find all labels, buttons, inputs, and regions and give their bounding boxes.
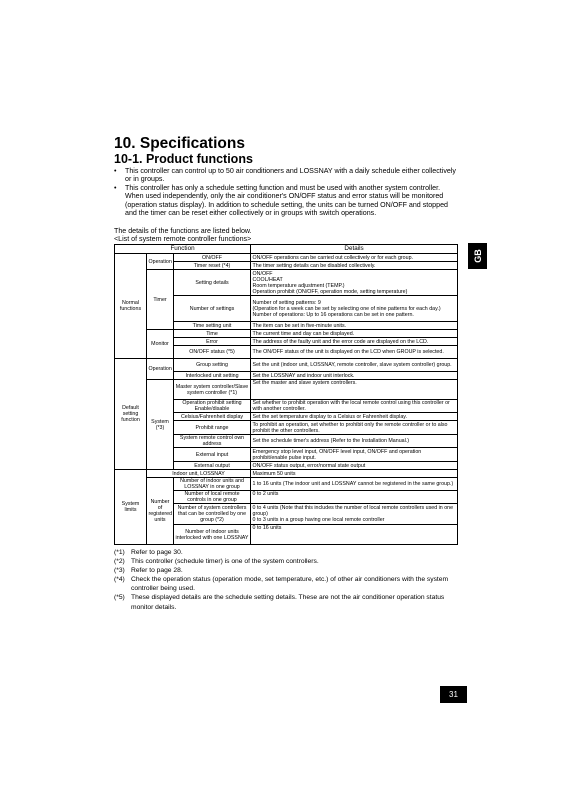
- function-cell: Number of system controllers that can be controlled by one group (*2): [174, 504, 251, 525]
- header-details: Details: [251, 245, 458, 254]
- footnote-mark: (*4): [114, 576, 125, 584]
- sub-registered-units: Number of registered units: [147, 478, 174, 545]
- subsection-heading: 10-1. Product functions: [114, 152, 253, 166]
- function-cell: Time: [174, 330, 251, 338]
- page-number: 31: [440, 686, 467, 703]
- details-cell: Set the master and slave system controllers.: [251, 380, 458, 400]
- details-cell: 0 to 2 units: [251, 491, 458, 504]
- function-cell: Error: [174, 338, 251, 346]
- language-tab-label: GB: [472, 249, 483, 263]
- details-line: 0 to 3 units in a group having one local remote controller: [252, 517, 385, 523]
- header-function: Function: [115, 245, 251, 254]
- details-cell: Set whether to prohibit operation with the local remote control using this controller or with another controller.: [251, 400, 458, 413]
- function-cell: Prohibit range: [174, 421, 251, 435]
- function-cell: ON/OFF: [174, 254, 251, 262]
- details-cell: [251, 270, 458, 296]
- sub-system: System (*3): [147, 380, 174, 470]
- footnote-text: This controller (schedule timer) is one of the system controllers.: [131, 558, 319, 566]
- function-cell: Group setting: [174, 359, 251, 372]
- table-row: [115, 380, 458, 400]
- details-line: Number of setting patterns: 9: [252, 299, 321, 306]
- details-line: (Operation for a week can be set by selecting one of nine patterns for each day.): [252, 305, 441, 312]
- details-cell: The item can be set in five-minute units.: [251, 322, 458, 330]
- functions-table: [114, 244, 458, 545]
- function-cell: Interlocked unit setting: [174, 372, 251, 380]
- details-line: Number of operations: Up to 16 operations can be set in one pattern.: [252, 311, 414, 318]
- language-tab: [468, 243, 487, 269]
- function-cell: External input: [174, 448, 251, 462]
- details-cell: Emergency stop level input, ON/OFF level input, ON/OFF and operation prohibit/enable pulse input.: [251, 448, 458, 462]
- details-cell: 0 to 16 units: [251, 525, 458, 545]
- details-cell: [251, 296, 458, 322]
- function-cell: Master system controller/Slave system controller (*1): [174, 380, 251, 400]
- table-row: [115, 254, 458, 262]
- details-intro: The details of the functions are listed below.: [114, 227, 252, 235]
- footnote: [114, 566, 459, 575]
- function-cell: System remote control own address: [174, 435, 251, 448]
- footnote-text: Check the operation status (operation mode, set temperature, etc.) of other air conditioners with the system controller being used.: [131, 576, 449, 593]
- sub-operation: Operation: [147, 359, 174, 380]
- intro-bullets: [114, 167, 459, 217]
- details-cell: To prohibit an operation, set whether to prohibit only the remote controller or to also prohibit the other controllers.: [251, 421, 458, 435]
- function-cell: Indoor unit, LOSSNAY: [147, 470, 251, 478]
- section-heading: 10. Specifications: [114, 135, 245, 152]
- function-cell: Number of indoor units and LOSSNAY in one group: [174, 478, 251, 491]
- footnote-mark: (*2): [114, 558, 125, 566]
- details-cell: [251, 504, 458, 525]
- details-line: Operation prohibit (ON/OFF, operation mode, setting temperature): [252, 288, 408, 295]
- function-cell: Number of local remote controls in one group: [174, 491, 251, 504]
- group-system-limits: System limits: [115, 470, 147, 545]
- details-cell: ON/OFF operations can be carried out collectively or for each group.: [251, 254, 458, 262]
- table-row: [115, 359, 458, 372]
- table-row: [115, 478, 458, 491]
- bullet-text: This controller can control up to 50 air conditioners and LOSSNAY with a daily schedule either collectively or in groups.: [125, 167, 456, 184]
- details-line: ON/OFF: [252, 270, 273, 277]
- function-cell: Timer reset (*4): [174, 262, 251, 270]
- details-cell: 1 to 16 units (The indoor unit and LOSSNAY cannot be registered in the same group.): [251, 478, 458, 491]
- function-cell: ON/OFF status (*5): [174, 346, 251, 359]
- details-cell: The address of the faulty unit and the error code are displayed on the LCD.: [251, 338, 458, 346]
- function-cell: Setting details: [174, 270, 251, 296]
- footnote: [114, 593, 459, 611]
- bullet-item: [114, 167, 459, 184]
- details-line: COOL/HEAT: [252, 276, 283, 283]
- function-cell: Operation prohibit setting Enable/disable: [174, 400, 251, 413]
- bullet-item: [114, 184, 459, 218]
- sub-monitor: Monitor: [147, 330, 174, 359]
- details-cell: The timer setting details can be disabled collectively.: [251, 262, 458, 270]
- footnote-mark: (*5): [114, 594, 125, 602]
- details-cell: ON/OFF status output, error/normal state output: [251, 462, 458, 470]
- footnote: [114, 557, 459, 566]
- bullet-icon: •: [114, 167, 117, 175]
- footnote-text: Refer to page 30.: [131, 549, 183, 556]
- bullet-icon: •: [114, 183, 117, 192]
- details-cell: Set the LOSSNAY and indoor unit interlock.: [251, 372, 458, 380]
- table-row: [115, 470, 458, 478]
- function-cell: Number of settings: [174, 296, 251, 322]
- group-default-setting: Default setting function: [115, 359, 147, 470]
- sub-timer: Timer: [147, 270, 174, 330]
- table-header-row: [115, 245, 458, 254]
- table-row: [115, 270, 458, 296]
- details-cell: Set the unit (indoor unit, LOSSNAY, remote controller, slave system controller) group.: [251, 359, 458, 372]
- details-cell: Maximum 50 units: [251, 470, 458, 478]
- function-cell: External output: [174, 462, 251, 470]
- details-cell: The ON/OFF status of the unit is displayed on the LCD when GROUP is selected.: [251, 346, 458, 359]
- function-cell: Celsius/Fahrenheit display: [174, 413, 251, 421]
- footnote-mark: (*1): [114, 549, 125, 556]
- footnote: [114, 548, 459, 557]
- details-cell: Set the schedule timer's address (Refer to the Installation Manual.): [251, 435, 458, 448]
- footnote-text: These displayed details are the schedule setting details. These are not the air conditioner operation status monitor details.: [131, 594, 445, 611]
- table-row: [115, 330, 458, 338]
- footnote-text: Refer to page 28.: [131, 567, 183, 575]
- list-title: <List of system remote controller functions>: [114, 235, 252, 243]
- details-line: 0 to 4 units (Note that this includes the number of local remote controllers used in one group): [252, 505, 454, 517]
- sub-operation: Operation: [147, 254, 174, 270]
- footnote: [114, 575, 459, 593]
- details-line: Room temperature adjustment (TEMP.): [252, 282, 345, 289]
- function-cell: Time setting unit: [174, 322, 251, 330]
- footnote-mark: (*3): [114, 567, 125, 575]
- group-normal-functions: Normal functions: [115, 254, 147, 359]
- details-cell: Set the set temperature display to a Celsius or Fahrenheit display.: [251, 413, 458, 421]
- bullet-text: This controller has only a schedule setting function and must be used with another system controller. When used independently, only the air conditioner's ON/OFF status and error status will be monitored (operation status display). In addition to schedule setting, the units can be turned ON/OFF and stopped and the timer can be reset either collectively or in groups with switch operations.: [125, 183, 448, 218]
- function-cell: Number of indoor units interlocked with one LOSSNAY: [174, 525, 251, 545]
- details-cell: The current time and day can be displayed.: [251, 330, 458, 338]
- footnotes: [114, 548, 459, 612]
